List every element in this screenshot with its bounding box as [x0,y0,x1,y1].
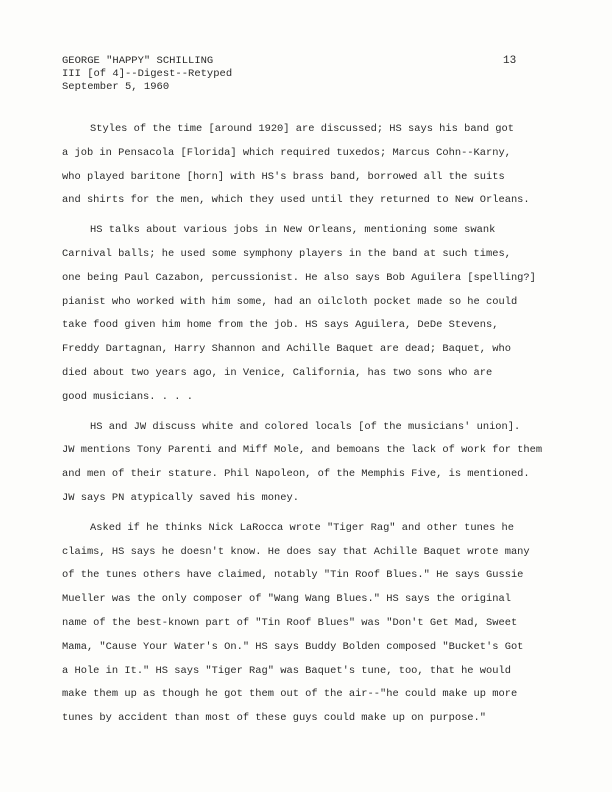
text-line: claims, HS says he doesn't know. He does say that Achille Baquet wrote many [62,545,530,558]
text-line: Freddy Dartagnan, Harry Shannon and Achille Baquet are dead; Baquet, who [62,343,511,356]
text-line: HS talks about various jobs in New Orleans, mentioning some swank [90,224,496,237]
text-line: take food given him home from the job. HS says Aguilera, DeDe Stevens, [62,319,499,332]
paragraph [62,219,536,409]
text-line: of the tunes others have claimed, notably "Tin Roof Blues." He says Gussie [62,569,524,582]
document-header [62,55,232,94]
text-line: one being Paul Cazabon, percussionist. He also says Bob Aguilera [spelling?] [62,271,536,284]
text-line: JW mentions Tony Parenti and Miff Mole, and bemoans the lack of work for them [62,444,543,457]
text-line: Mueller was the only composer of "Wang Wang Blues." HS says the original [62,593,511,606]
text-line: name of the best-known part of "Tin Roof Blues" was "Don't Get Mad, Sweet [62,616,518,629]
text-line: a Hole in It." HS says "Tiger Rag" was Baquet's tune, too, that he would [62,664,511,677]
text-line: Mama, "Cause Your Water's On." HS says Buddy Bolden composed "Bucket's Got [62,640,524,653]
text-line: tunes by accident than most of these guys could make up on purpose." [62,712,487,725]
reel-info: III [of 4]--Digest--Retyped [62,68,233,80]
paragraph [62,416,543,511]
text-line: Carnival balls; he used some symphony players in the band at such times, [62,247,511,260]
text-line: Styles of the time [around 1920] are discussed; HS says his band got [90,123,515,135]
interviewee-name: GEORGE "HAPPY" SCHILLING [62,55,214,67]
text-line: who played baritone [horn] with HS's brass band, borrowed all the suits [62,170,505,183]
text-line: a job in Pensacola [Florida] which required tuxedos; Marcus Cohn--Karny, [62,146,511,159]
paragraph [62,118,530,213]
text-line: died about two years ago, in Venice, California, has two sons who are [62,366,493,379]
body-text [62,118,543,737]
text-line: make them up as though he got them out of the air--"he could make up more [62,688,518,701]
text-line: and shirts for the men, which they used until they returned to New Orleans. [62,194,530,207]
paragraph [62,517,530,731]
page-number: 13 [503,55,517,67]
text-line: JW says PN atypically saved his money. [62,491,299,504]
text-line: good musicians. . . . [62,390,193,403]
text-line: and men of their stature. Phil Napoleon, of the Memphis Five, is mentioned. [62,468,530,481]
text-line: Asked if he thinks Nick LaRocca wrote "Tiger Rag" and other tunes he [90,521,515,534]
interview-date: September 5, 1960 [62,81,170,93]
text-line: pianist who worked with him some, had an oilcloth pocket made so he could [62,295,518,308]
text-line: HS and JW discuss white and colored locals [of the musicians' union]. [90,420,521,433]
